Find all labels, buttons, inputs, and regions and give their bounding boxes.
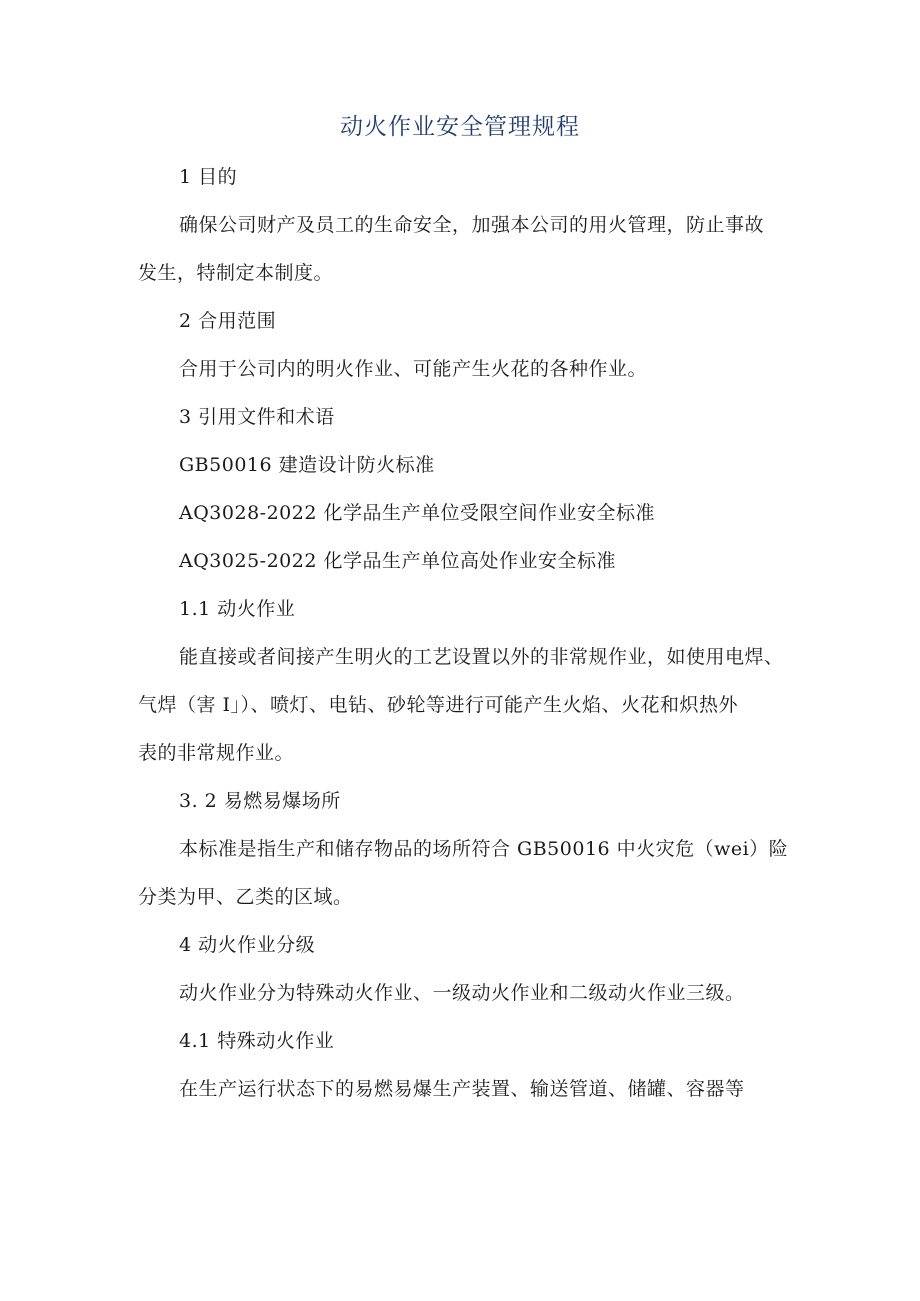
paragraph-line: 表的非常规作业。 (138, 742, 295, 764)
term-heading-flammable-site: 3. 2 易燃易爆场所 (179, 790, 341, 812)
paragraph-line: 确保公司财产及员工的生命安全，加强本公司的用火管理，防止事故 (179, 214, 765, 236)
reference-item: AQ3025-2022 化学品生产单位高处作业安全标准 (179, 550, 616, 572)
paragraph-line: 气焊（害 I」）、喷灯、电钻、砂轮等进行可能产生火焰、火花和炽热外 (138, 694, 739, 716)
subsection-heading-special: 4.1 特殊动火作业 (179, 1030, 335, 1052)
term-heading-hot-work: 1.1 动火作业 (179, 598, 296, 620)
page-title: 动火作业安全管理规程 (340, 114, 580, 140)
section-heading-grading: 4 动火作业分级 (179, 934, 316, 956)
reference-item: AQ3028-2022 化学品生产单位受限空间作业安全标准 (179, 502, 655, 524)
paragraph-line: 动火作业分为特殊动火作业、一级动火作业和二级动火作业三级。 (179, 982, 745, 1004)
section-heading-scope: 2 合用范围 (179, 310, 277, 332)
section-heading-references: 3 引用文件和术语 (179, 406, 335, 428)
paragraph-line: 在生产运行状态下的易燃易爆生产装置、输送管道、储罐、容器等 (179, 1078, 745, 1100)
paragraph-line: 发生，特制定本制度。 (138, 262, 334, 284)
reference-item: GB50016 建造设计防火标准 (179, 454, 435, 476)
paragraph-line: 本标准是指生产和储存物品的场所符合 GB50016 中火灾危（wei）险 (179, 838, 789, 860)
section-heading-purpose: 1 目的 (179, 166, 238, 188)
paragraph-line: 合用于公司内的明火作业、可能产生火花的各种作业。 (179, 358, 648, 380)
paragraph-line: 能直接或者间接产生明火的工艺设置以外的非常规作业，如使用电焊、 (179, 646, 784, 668)
paragraph-line: 分类为甲、乙类的区域。 (138, 886, 353, 908)
